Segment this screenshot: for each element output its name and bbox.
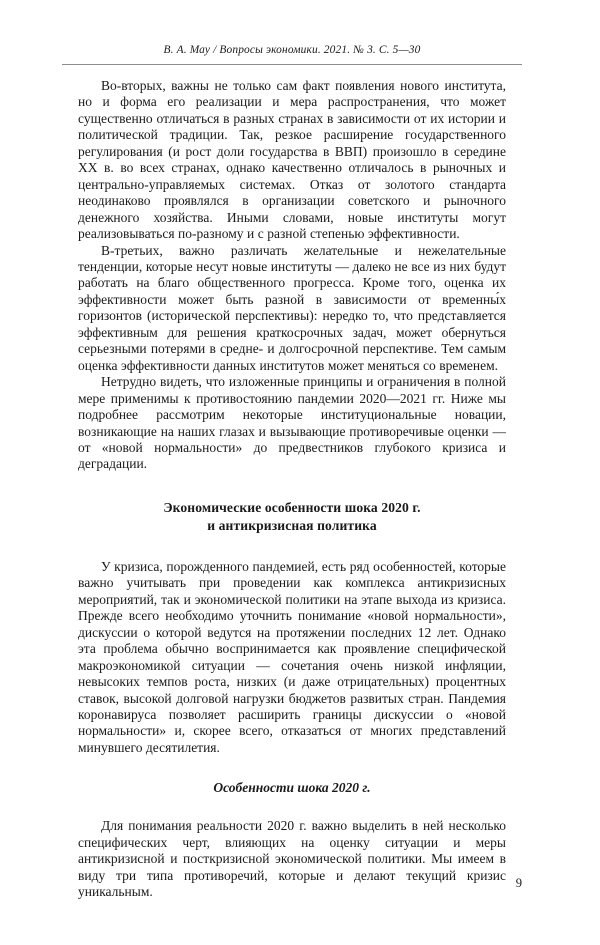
- section-heading-line-1: Экономические особенности шока 2020 г.: [163, 499, 421, 515]
- paragraph-netrudno-videt: Нетрудно видеть, что изложенные принципы и ограничения в полной мере применимы к противостоянию пандемии 2020—2021 гг. Ниже мы подробнее рассмотрим некоторые институциональные новации, возникающие на наших глазах и вызывающие противоречивые оценки — от «новой нормальности» до предвестников глубокого кризиса и деградации.: [78, 374, 506, 472]
- paragraph-dlya-ponimaniya: Для понимания реальности 2020 г. важно выделить в ней несколько специфических черт, влияющих на оценку ситуации и меры антикризисной и посткризисной экономической политики. Мы имеем в виду три типа противоречий, которые и делают текущий кризис уникальным.: [78, 818, 506, 900]
- running-header: В. А. Мау / Вопросы экономики. 2021. № 3. С. 5—30: [163, 44, 421, 56]
- header-rule-divider: [62, 64, 522, 65]
- sub-heading-block: [78, 779, 506, 796]
- sub-heading: Особенности шока 2020 г.: [213, 780, 371, 796]
- section-heading: [78, 499, 506, 535]
- text-column: [78, 78, 506, 901]
- section-heading-block: [78, 499, 506, 535]
- paragraph-u-krizisa: У кризиса, порожденного пандемией, есть ряд особенностей, которые важно учитывать при проведении как комплекса антикризисных мероприятий, так и экономической политики на этапе выхода из кризиса. Прежде всего необходимо уточнить понимание «новой нормальности», дискуссии о которой ведутся на протяжении последних 12 лет. Однако эта проблема обычно воспринимается как проявление специфической макроэкономикой ситуации — сочетания очень низкой инфляции, невысоких темпов роста, низких (и даже отрицательных) процентных ставок, высокой долговой нагрузки бюджетов развитых стран. Пандемия коронавируса позволяет расширить границы дискуссии о «новой нормальности» и, скорее всего, отказаться от многих представлений минувшего десятилетия.: [78, 558, 506, 755]
- section-heading-line-2: и антикризисная политика: [207, 517, 377, 533]
- paragraph-v-tretikh: В-третьих, важно различать желательные и нежелательные тенденции, которые несут новые институты — далеко не все из них будут работать на благо общественного прогресса. Кроме того, оценка их эффективности может быть разной в зависимости от временны́х горизонтов (исторической перспективы): нередко то, что представляется эффективным для решения краткосрочных задач, может обернуться серьезными потерями в средне- и долгосрочной перспективе. Тем самым оценка эффективности данных институтов может меняться со временем.: [78, 242, 506, 373]
- page-number: 9: [515, 876, 522, 890]
- paragraph-vo-vtorykh: Во-вторых, важны не только сам факт появления нового института, но и форма его реализации и мера распространения, что может существенно отличаться в разных странах в зависимости от их истории и политической традиции. Так, резкое расширение государственного регулирования (и рост доли государства в ВВП) произошло в середине XX в. во всех странах, однако качественно отличалось в рыночных и центрально-управляемых системах. Отказ от золотого стандарта неодинаково проявлялся в организации советского и рыночного денежного хозяйства. Иными словами, новые институты могут реализовываться по-разному и с разной степенью эффективности.: [78, 78, 506, 242]
